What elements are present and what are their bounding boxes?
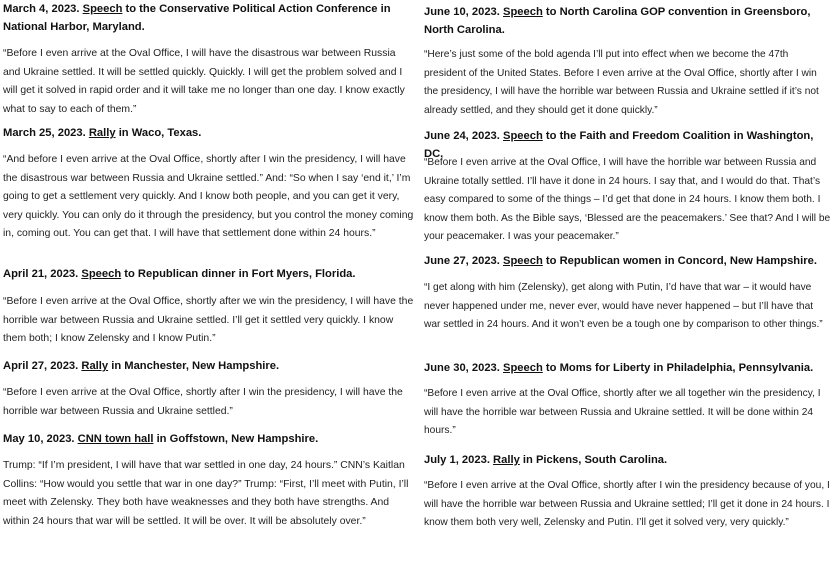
entry-date: July 1, 2023. bbox=[424, 454, 490, 466]
entry-heading bbox=[3, 0, 415, 36]
source-link[interactable]: Rally bbox=[493, 454, 520, 466]
entry-quote: “I get along with him (Zelensky), get along with Putin, I’d have that war – it would have never happened under me, never ever, would have never happened – but I’ll have that war settled in 24 hours. And it won’t even be a tough one by comparison to other things.” bbox=[424, 282, 823, 331]
source-link[interactable]: Speech bbox=[503, 255, 543, 267]
source-link[interactable]: Speech bbox=[503, 130, 543, 142]
entry-place: to the Faith and Freedom Coalition in Washington, DC. bbox=[424, 130, 814, 160]
entry-heading bbox=[424, 252, 817, 270]
entry-quote: Trump: “If I’m president, I will have that war settled in one day, 24 hours.” CNN’s Kaitlan Collins: “How would you settle that war in one day?” Trump: “First, I’ll meet with Putin, I’ll meet with Zelensky. They both have weaknesses and they both have strengths. And within 24 hours that war will be settled. It will be over. It will be absolutely over.” bbox=[3, 460, 409, 527]
source-link[interactable]: Speech bbox=[503, 362, 543, 374]
entry-heading bbox=[3, 124, 201, 142]
entry-place: to Moms for Liberty in Philadelphia, Pennsylvania. bbox=[545, 362, 814, 374]
entry-quote: “Here’s just some of the bold agenda I’ll put into effect when we become the 47th president of the United States. Before I even arrive at the Oval Office, shortly after I win the presidency, I will have the horrible war between Russia and Ukraine settled if it’s not already settled, and they should get it done quickly.” bbox=[424, 49, 819, 116]
entry-quote: “Before I even arrive at the Oval Office, shortly after I win the presidency because of you, I will have the horrible war between Russia and Ukraine settled; I’ll get it done in 24 hours. I know them both very well, Zelensky and Putin. I’ll get it solved very, very quickly.” bbox=[424, 480, 830, 529]
entry-heading bbox=[424, 3, 832, 39]
source-link[interactable]: Speech bbox=[82, 3, 123, 15]
entry-date: June 24, 2023. bbox=[424, 130, 500, 142]
entry-date: June 30, 2023. bbox=[424, 362, 500, 374]
entry-place: to Republican women in Concord, New Hampshire. bbox=[545, 255, 817, 267]
entry-heading bbox=[3, 430, 318, 448]
entry-quote: “Before I even arrive at the Oval Office, shortly after I win the presidency, I will have the horrible war between Russia and Ukraine settled.” bbox=[3, 387, 403, 417]
entry-quote: “And before I even arrive at the Oval Office, shortly after I win the presidency, I will have the disastrous war between Russia and Ukraine settled.” And: “So when I say ‘end it,’ I’m going to get a settlement very quickly. And I know both people, and you can get it very, very quickly. You can only do it through the presidency, but you control the money coming in, coming out. You can get that. I will have that settlement done within 24 hours.” bbox=[3, 154, 414, 240]
entry-date: June 10, 2023. bbox=[424, 6, 500, 18]
source-link[interactable]: Rally bbox=[81, 360, 109, 372]
entry-place: in Waco, Texas. bbox=[118, 127, 202, 139]
entry-heading bbox=[424, 359, 813, 377]
source-link[interactable]: Speech bbox=[81, 268, 122, 280]
entry-place: to the Conservative Political Action Conference in National Harbor, Maryland. bbox=[3, 3, 391, 33]
entry-place: in Manchester, New Hampshire. bbox=[111, 360, 280, 372]
entry-date: April 27, 2023. bbox=[3, 360, 79, 372]
entry-heading bbox=[3, 357, 279, 375]
entry-quote: “Before I even arrive at the Oval Office, shortly after we win the presidency, I will have the horrible war between Russia and Ukraine settled. I’ll get it settled very quickly. I know them both; I know Zelensky and I know Putin.” bbox=[3, 296, 414, 345]
source-link[interactable]: Rally bbox=[88, 127, 116, 139]
source-link[interactable]: CNN town hall bbox=[77, 433, 154, 445]
entry-quote: “Before I even arrive at the Oval Office, I will have the disastrous war between Russia and Ukraine settled. It will be settled quickly. Quickly. I will get the problem solved and I will get it solved in rapid order and it will take me no longer than one day. I know exactly what to say to each of them.” bbox=[3, 48, 405, 115]
entry-place: to North Carolina GOP convention in Greensboro, North Carolina. bbox=[424, 6, 811, 36]
source-link[interactable]: Speech bbox=[503, 6, 543, 18]
entry-date: June 27, 2023. bbox=[424, 255, 500, 267]
entry-date: April 21, 2023. bbox=[3, 268, 79, 280]
entry-heading bbox=[3, 265, 356, 283]
entry-place: to Republican dinner in Fort Myers, Florida. bbox=[124, 268, 356, 280]
entry-quote: “Before I even arrive at the Oval Office, I will have the horrible war between Russia and Ukraine totally settled. I’ll have it done in 24 hours. I say that, and I would do that. That’s easy compared to some of the things – I’d get that done in 24 hours. I know them both. I know them both. As the Bible says, ‘Blessed are the peacemakers.’ See that? And I will be your peacemaker. I was your peacemaker.” bbox=[424, 157, 831, 243]
entry-date: March 4, 2023. bbox=[3, 3, 80, 15]
entry-heading bbox=[424, 451, 667, 469]
entry-place: in Pickens, South Carolina. bbox=[522, 454, 668, 466]
entry-date: March 25, 2023. bbox=[3, 127, 86, 139]
entry-date: May 10, 2023. bbox=[3, 433, 75, 445]
entry-quote: “Before I even arrive at the Oval Office, shortly after we all together win the presidency, I will have the horrible war between Russia and Ukraine settled. It will be done within 24 hours.” bbox=[424, 388, 821, 437]
entry-place: in Goffstown, New Hampshire. bbox=[156, 433, 319, 445]
